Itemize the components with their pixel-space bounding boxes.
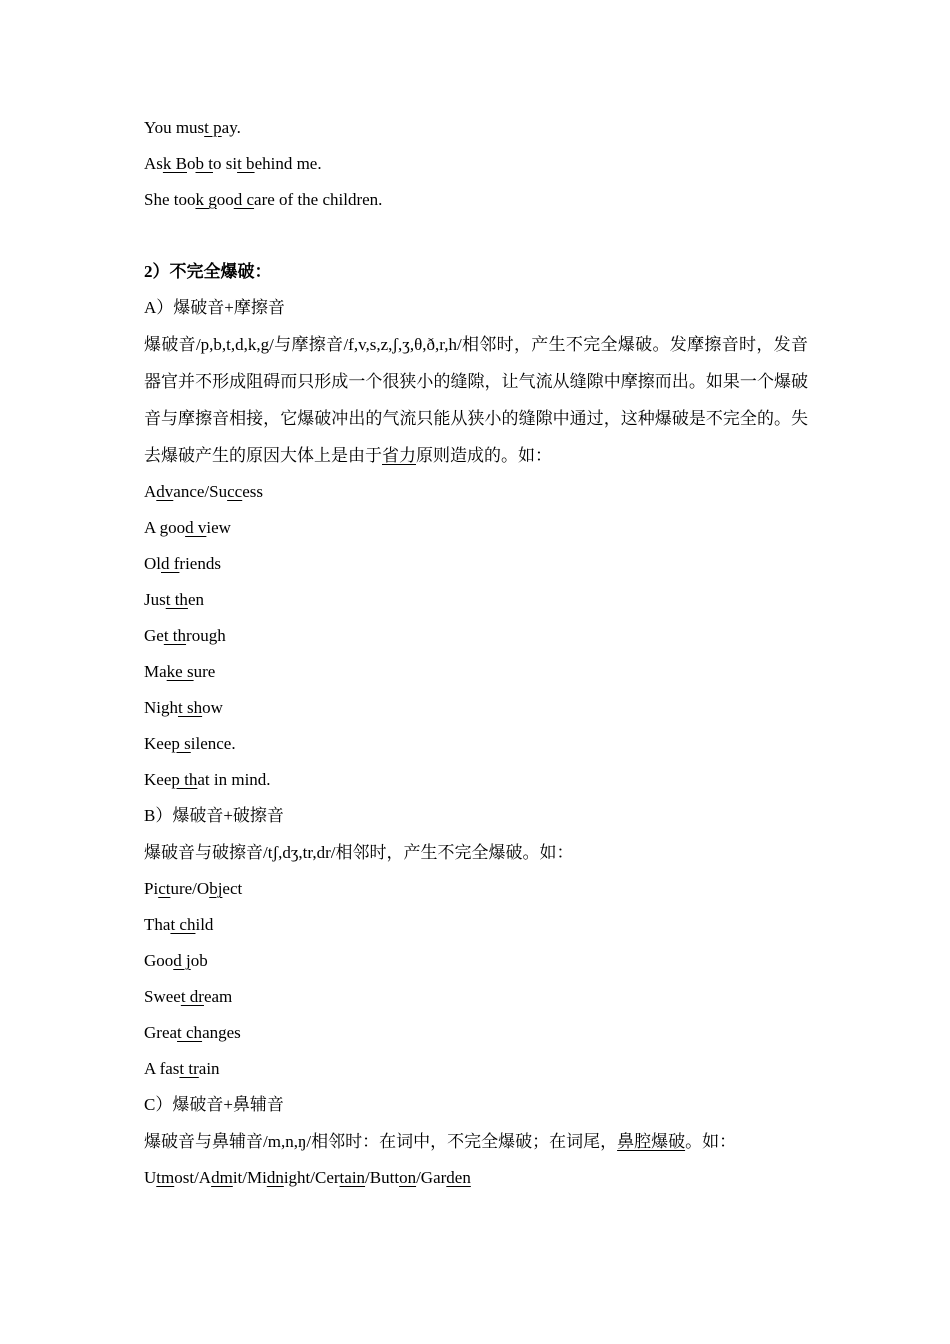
text-segment: /Butt <box>365 1168 400 1187</box>
text-segment: /Gar <box>416 1168 447 1187</box>
underlined-text: t dr <box>180 987 204 1006</box>
text-segment: Nigh <box>144 698 178 717</box>
text-segment: ost/A <box>174 1168 212 1187</box>
underlined-text: tm <box>156 1168 175 1187</box>
underlined-text: ke s <box>166 662 194 681</box>
document-page <box>144 110 808 1196</box>
underlined-text: t th <box>163 626 187 645</box>
section-a-title: A）爆破音+摩擦音 <box>144 298 285 317</box>
text-segment: o si <box>212 154 238 173</box>
text-segment: ure <box>193 662 216 681</box>
underlined-text: t ch <box>177 1023 203 1042</box>
underlined-text: t ch <box>170 915 196 934</box>
section-c-description <box>144 1123 808 1160</box>
underlined-text: d f <box>161 554 180 573</box>
example-line <box>144 907 808 943</box>
text-segment: o <box>187 154 196 173</box>
text-segment: ect <box>222 879 243 898</box>
text-segment: en <box>187 590 204 609</box>
text-segment: A <box>144 482 157 501</box>
text-segment: 。如： <box>685 1132 737 1151</box>
example-line <box>144 726 808 762</box>
example-line <box>144 510 808 546</box>
underlined-text: cc <box>227 482 243 501</box>
text-segment: oo <box>216 190 234 209</box>
text-segment: iew <box>206 518 231 537</box>
example-line <box>144 110 808 146</box>
underlined-text: d j <box>173 951 191 970</box>
underlined-text: bj <box>209 879 223 898</box>
text-segment: Goo <box>144 951 174 970</box>
underlined-text: t tr <box>179 1059 199 1078</box>
text-segment: 爆破音/p,b,t,d,k,g/与摩擦音/f,v,s,z,ʃ,ʒ,θ,ð,r,h/相邻时，产生不完全爆破。发摩擦音时，发音器官并不形成阻碍而只形成一个很狭小的缝隙，让气流从缝隙中摩擦而出。如果一个爆破音与摩擦音相接，它爆破冲出的气流只能从狭小的缝隙中通过，这种爆破是不完全的。失去爆破产生的原因大体上是由于 <box>144 335 808 465</box>
underlined-text: b t <box>195 154 213 173</box>
text-segment: Ol <box>144 554 161 573</box>
example-line <box>144 943 808 979</box>
text-segment: 爆破音与鼻辅音/m,n,ŋ/相邻时：在词中，不完全爆破；在词尾， <box>144 1132 618 1151</box>
text-segment: ess <box>242 482 263 501</box>
text-segment: ow <box>202 698 223 717</box>
underlined-text: on <box>399 1168 417 1187</box>
text-segment: She too <box>144 190 196 209</box>
example-line <box>144 1160 808 1196</box>
text-segment: it/Mi <box>232 1168 267 1187</box>
example-line <box>144 582 808 618</box>
example-line <box>144 146 808 182</box>
section-b-examples <box>144 871 808 1087</box>
section-b-title: B）爆破音+破擦音 <box>144 806 284 825</box>
example-line <box>144 762 808 798</box>
underlined-text: dv <box>156 482 174 501</box>
text-segment: eam <box>203 987 233 1006</box>
underlined-text: ct <box>158 879 171 898</box>
underlined-text: p th <box>171 770 198 789</box>
intro-examples <box>144 110 808 218</box>
example-line <box>144 618 808 654</box>
example-line <box>144 1051 808 1087</box>
example-line <box>144 979 808 1015</box>
underlined-text: 省力 <box>382 446 416 465</box>
underlined-text: d v <box>185 518 207 537</box>
text-segment: U <box>144 1168 157 1187</box>
text-segment: ehind me. <box>254 154 322 173</box>
section-heading: 2）不完全爆破： <box>144 262 272 281</box>
section-c-title: C）爆破音+鼻辅音 <box>144 1095 284 1114</box>
text-segment: at in mind. <box>197 770 271 789</box>
example-line <box>144 1015 808 1051</box>
text-segment: ilence. <box>190 734 236 753</box>
example-line <box>144 654 808 690</box>
text-segment: Kee <box>144 770 172 789</box>
text-segment: are of the children. <box>254 190 383 209</box>
text-segment: ance/Su <box>173 482 228 501</box>
text-segment: Kee <box>144 734 172 753</box>
underlined-text: k g <box>195 190 217 209</box>
text-segment: A goo <box>144 518 186 537</box>
text-segment: riends <box>179 554 221 573</box>
section-c-examples <box>144 1160 808 1196</box>
text-segment: ain <box>198 1059 220 1078</box>
text-segment: ay. <box>221 118 241 137</box>
section-b-description <box>144 834 808 871</box>
underlined-text: d c <box>233 190 255 209</box>
text-segment: Ma <box>144 662 167 681</box>
text-segment: Ge <box>144 626 164 645</box>
text-segment: ob <box>190 951 208 970</box>
text-segment: Jus <box>144 590 166 609</box>
text-segment: ight/Cer <box>283 1168 340 1187</box>
underlined-text: t th <box>165 590 188 609</box>
text-segment: A fas <box>144 1059 180 1078</box>
example-line <box>144 690 808 726</box>
example-line <box>144 871 808 907</box>
text-segment: anges <box>202 1023 241 1042</box>
example-line <box>144 546 808 582</box>
text-segment: 原则造成的。如： <box>416 446 552 465</box>
text-segment: As <box>144 154 163 173</box>
section-a-examples <box>144 474 808 798</box>
text-segment: Grea <box>144 1023 178 1042</box>
underlined-text: dm <box>211 1168 233 1187</box>
underlined-text: p s <box>171 734 191 753</box>
paragraph-gap <box>144 218 808 254</box>
section-a-description <box>144 326 808 474</box>
underlined-text: den <box>446 1168 471 1187</box>
underlined-text: k B <box>162 154 187 173</box>
underlined-text: 鼻腔爆破 <box>617 1132 686 1151</box>
underlined-text: t b <box>237 154 255 173</box>
text-segment: Pi <box>144 879 159 898</box>
text-segment: You mus <box>144 118 205 137</box>
example-line <box>144 474 808 510</box>
text-segment: Swee <box>144 987 181 1006</box>
text-segment: 爆破音与破擦音/tʃ,dʒ,tr,dr/相邻时，产生不完全爆破。如： <box>144 843 574 862</box>
underlined-text: t sh <box>178 698 203 717</box>
text-segment: ild <box>195 915 214 934</box>
underlined-text: t p <box>204 118 222 137</box>
text-segment: Tha <box>144 915 171 934</box>
text-segment: rough <box>186 626 226 645</box>
underlined-text: dn <box>266 1168 284 1187</box>
example-line <box>144 182 808 218</box>
underlined-text: tain <box>339 1168 366 1187</box>
text-segment: ure/O <box>170 879 210 898</box>
